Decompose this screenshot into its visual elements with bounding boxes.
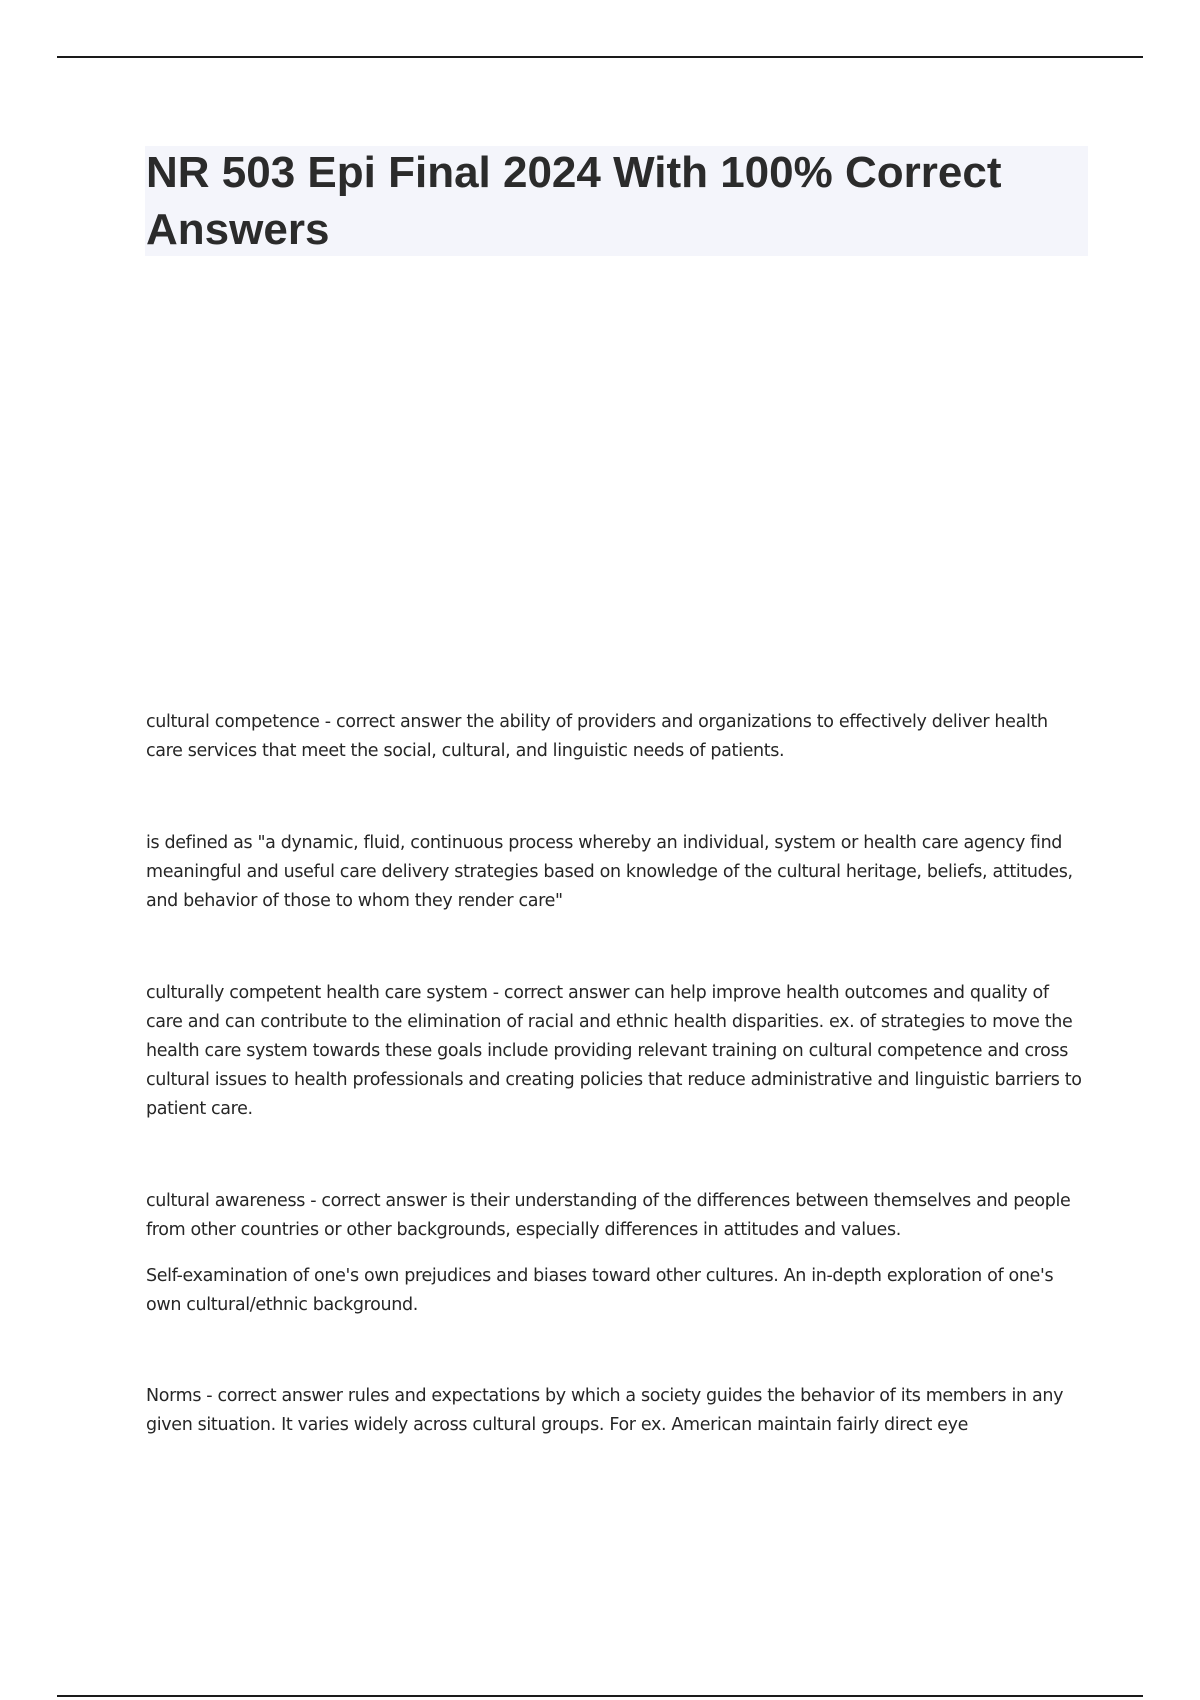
bottom-divider bbox=[57, 1695, 1143, 1697]
paragraph-definition: is defined as "a dynamic, fluid, continuous process whereby an individual, system or health care agency find meaningful and useful care delivery strategies based on knowledge of the cultural heritage, beliefs, attitudes, and behavior of those to whom they render care" bbox=[146, 833, 1073, 911]
paragraph-cultural-awareness: cultural awareness - correct answer is their understanding of the differences between themselves and people from other countries or other backgrounds, especially differences in attitudes and values. bbox=[146, 1191, 1071, 1240]
paragraph-norms: Norms - correct answer rules and expectations by which a society guides the behavior of its members in any given situation. It varies widely across cultural groups. For ex. American maintain fairly direct eye bbox=[146, 1386, 1064, 1435]
document-title: NR 503 Epi Final 2024 With 100% Correct Answers bbox=[146, 148, 1002, 254]
paragraph-competent-system: culturally competent health care system - correct answer can help improve health outcomes and quality of care and can contribute to the elimination of racial and ethnic health disparities. ex. of strategies to move the health care system towards these goals include providing relevant training on cultural competence and cross cultural issues to health professionals and creating policies that reduce administrative and linguistic barriers to patient care. bbox=[146, 983, 1082, 1119]
paragraph-self-examination: Self-examination of one's own prejudices and biases toward other cultures. An in-depth exploration of one's own cultural/ethnic background. bbox=[146, 1266, 1054, 1315]
top-divider bbox=[57, 56, 1143, 58]
paragraph-cultural-competence: cultural competence - correct answer the ability of providers and organizations to effectively deliver health care services that meet the social, cultural, and linguistic needs of patients. bbox=[146, 712, 1048, 761]
